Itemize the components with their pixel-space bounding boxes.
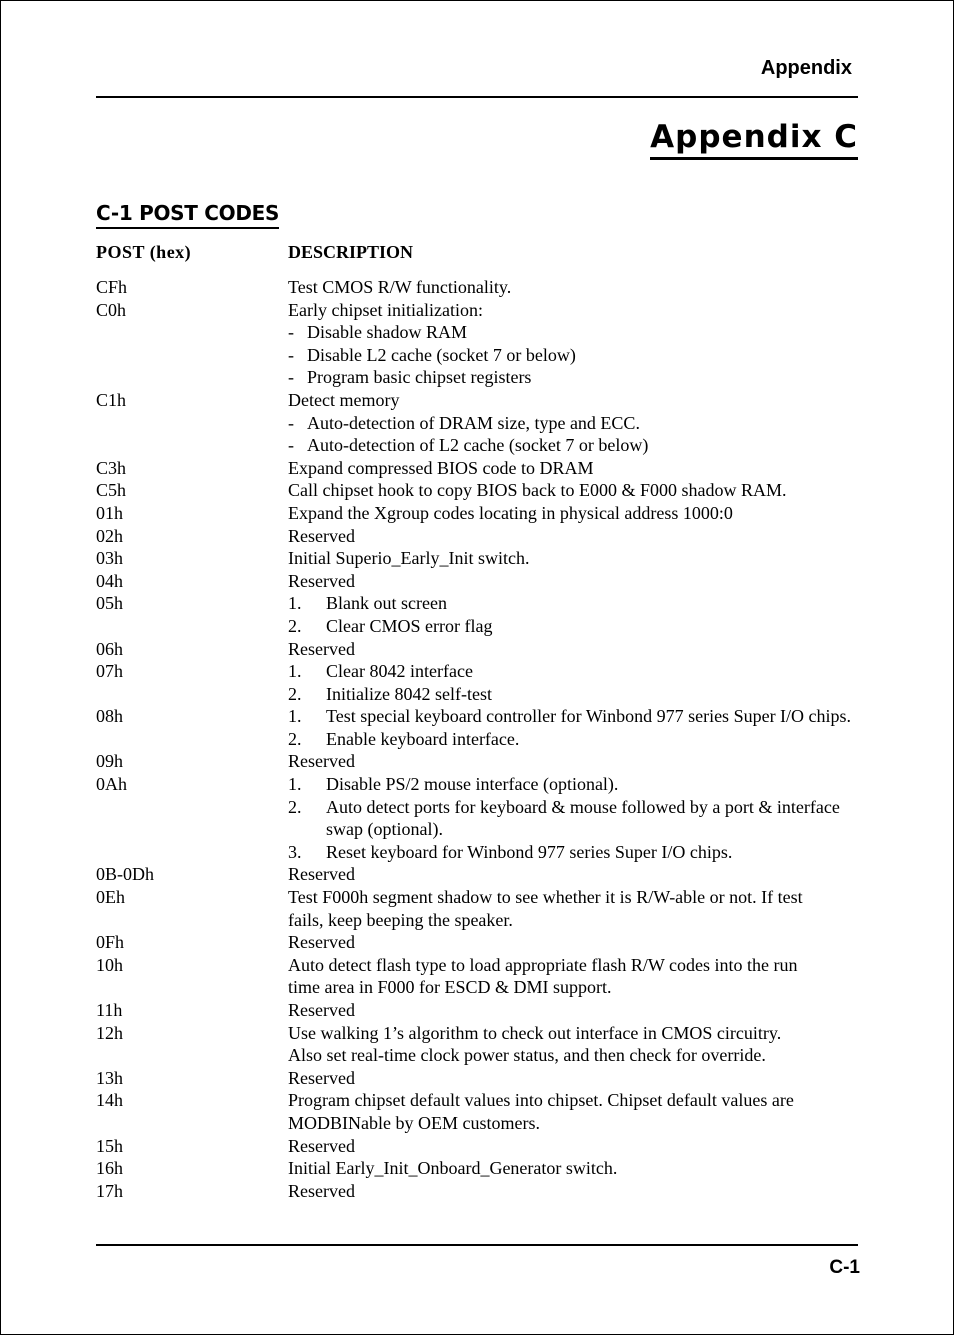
description-line: Initial Superio_Early_Init switch.	[288, 548, 530, 569]
table-row	[96, 1157, 858, 1180]
post-description	[288, 863, 858, 886]
post-code: 11h	[96, 1000, 123, 1020]
description-line: MODBINable by OEM customers.	[288, 1112, 540, 1133]
post-code: 0Eh	[96, 887, 125, 908]
description-line: Reserved	[288, 1180, 355, 1201]
section-title: C-1 POST CODES	[96, 199, 279, 229]
numbered-item	[288, 728, 858, 751]
table-row	[96, 705, 858, 750]
page-title: Appendix C	[650, 117, 858, 160]
post-description	[288, 705, 858, 750]
description-line: Reserved	[288, 864, 355, 885]
bullet-item	[288, 321, 858, 344]
description-line: Reserved	[288, 751, 355, 772]
description-line: Expand the Xgroup codes locating in physical address 1000:0	[288, 502, 733, 523]
post-code: 03h	[96, 548, 123, 569]
table-row	[96, 660, 858, 705]
post-description	[288, 1067, 858, 1090]
post-description	[288, 886, 858, 931]
description-line: Early chipset initialization:	[288, 299, 483, 320]
page-number: C-1	[829, 1257, 860, 1278]
post-code: 06h	[96, 638, 123, 659]
numbered-item	[288, 683, 858, 706]
footer-rule	[96, 1244, 858, 1246]
description-line: Detect memory	[288, 389, 400, 410]
table-row	[96, 502, 858, 525]
description-line: Auto detect flash type to load appropriate flash R/W codes into the run	[288, 954, 798, 975]
post-code: 17h	[96, 1180, 123, 1201]
post-code: 0Ah	[96, 774, 127, 795]
post-description	[288, 1157, 858, 1180]
description-line: fails, keep beeping the speaker.	[288, 909, 513, 930]
post-description	[288, 1022, 858, 1067]
description-line: Reserved	[288, 932, 355, 953]
numbered-item	[288, 796, 858, 841]
post-code: 0B-0Dh	[96, 864, 154, 885]
item-text: Enable keyboard interface.	[326, 728, 520, 749]
description-line: Reserved	[288, 1000, 355, 1020]
table-row	[96, 1089, 858, 1134]
post-description	[288, 1089, 858, 1134]
table-row	[96, 457, 858, 480]
post-code: C1h	[96, 389, 127, 410]
item-number: 1.	[288, 593, 302, 614]
bullet-text: Program basic chipset registers	[307, 367, 532, 388]
post-code: 09h	[96, 751, 123, 772]
post-description	[288, 502, 858, 525]
post-description	[288, 1180, 858, 1203]
table-row	[96, 1067, 858, 1090]
item-number: 2.	[288, 728, 302, 749]
item-text: Test special keyboard controller for Winbond 977 series Super I/O chips.	[326, 706, 852, 727]
post-description	[288, 457, 858, 480]
running-head: Appendix	[760, 57, 852, 79]
post-description	[288, 299, 858, 389]
table-row	[96, 863, 858, 886]
item-text: Reset keyboard for Winbond 977 series Super I/O chips.	[326, 841, 733, 862]
numbered-item	[288, 773, 858, 796]
table-row	[96, 592, 858, 637]
item-number: 1.	[288, 706, 302, 727]
post-code: 10h	[96, 954, 123, 975]
table-row	[96, 931, 858, 954]
post-code: C0h	[96, 299, 127, 320]
description-line: Initial Early_Init_Onboard_Generator switch.	[288, 1158, 618, 1179]
post-description	[288, 638, 858, 661]
table-row	[96, 750, 858, 773]
item-text: Blank out screen	[326, 593, 447, 614]
post-description	[288, 750, 858, 773]
bullet-item	[288, 344, 858, 367]
item-number: 2.	[288, 796, 302, 817]
numbered-item	[288, 615, 858, 638]
post-code: C5h	[96, 480, 127, 501]
post-code: 0Fh	[96, 932, 125, 953]
post-description	[288, 276, 858, 299]
post-description	[288, 592, 858, 637]
post-code: 14h	[96, 1090, 123, 1111]
dash-marker: -	[288, 367, 294, 388]
description-line: Reserved	[288, 1135, 355, 1156]
table-row	[96, 570, 858, 593]
post-code: 07h	[96, 661, 123, 682]
post-code: C3h	[96, 457, 127, 478]
header-rule	[96, 96, 858, 98]
bullet-text: Auto-detection of L2 cache (socket 7 or below)	[307, 435, 649, 456]
description-line: Reserved	[288, 525, 355, 546]
column-header-description: DESCRIPTION	[288, 242, 414, 262]
dash-marker: -	[288, 412, 294, 433]
table-row	[96, 547, 858, 570]
post-code: 02h	[96, 525, 123, 546]
post-description	[288, 931, 858, 954]
item-text: Clear 8042 interface	[326, 661, 473, 682]
description-line: Also set real-time clock power status, and then check for override.	[288, 1045, 766, 1066]
table-row	[96, 1022, 858, 1067]
bullet-item	[288, 412, 858, 435]
numbered-item	[288, 841, 858, 864]
description-line: Use walking 1’s algorithm to check out interface in CMOS circuitry.	[288, 1022, 782, 1043]
description-line: Expand compressed BIOS code to DRAM	[288, 457, 594, 478]
dash-marker: -	[288, 322, 294, 343]
description-line: Reserved	[288, 638, 355, 659]
table-row	[96, 886, 858, 931]
dash-marker: -	[288, 344, 294, 365]
post-description	[288, 389, 858, 457]
table-row	[96, 525, 858, 548]
item-text: Auto detect ports for keyboard & mouse followed by a port & interface swap (optional).	[326, 796, 840, 840]
table-row	[96, 299, 858, 389]
post-description	[288, 999, 858, 1022]
table-row	[96, 954, 858, 999]
post-code: 05h	[96, 593, 123, 614]
item-text: Disable PS/2 mouse interface (optional).	[326, 774, 619, 795]
bullet-text: Auto-detection of DRAM size, type and ECC.	[307, 412, 640, 433]
description-line: Program chipset default values into chipset. Chipset default values are	[288, 1090, 794, 1111]
description-line: Test F000h segment shadow to see whether it is R/W-able or not. If test	[288, 887, 803, 908]
post-description	[288, 773, 858, 863]
table-row	[96, 638, 858, 661]
post-description	[288, 570, 858, 593]
table-row	[96, 1135, 858, 1158]
item-number: 3.	[288, 841, 302, 862]
post-description	[288, 525, 858, 548]
post-code-table	[96, 276, 858, 1202]
item-text: Clear CMOS error flag	[326, 615, 493, 636]
post-code: 15h	[96, 1135, 123, 1156]
table-row	[96, 389, 858, 457]
column-header-code: POST (hex)	[96, 242, 192, 262]
numbered-item	[288, 592, 858, 615]
post-code: 01h	[96, 502, 123, 523]
bullet-item	[288, 366, 858, 389]
item-number: 2.	[288, 683, 302, 704]
post-code: 08h	[96, 706, 123, 727]
post-description	[288, 954, 858, 999]
table-row	[96, 479, 858, 502]
description-line: time area in F000 for ESCD & DMI support.	[288, 977, 612, 998]
table-row	[96, 773, 858, 863]
bullet-item	[288, 434, 858, 457]
description-line: Test CMOS R/W functionality.	[288, 277, 512, 297]
description-line: Reserved	[288, 570, 355, 591]
post-description	[288, 547, 858, 570]
dash-marker: -	[288, 435, 294, 456]
post-code: CFh	[96, 277, 128, 297]
table-row	[96, 999, 858, 1022]
table-row	[96, 276, 858, 299]
post-description	[288, 479, 858, 502]
bullet-text: Disable L2 cache (socket 7 or below)	[307, 344, 576, 365]
bullet-text: Disable shadow RAM	[307, 322, 467, 343]
post-description	[288, 1135, 858, 1158]
numbered-item	[288, 705, 858, 728]
description-line: Reserved	[288, 1067, 355, 1088]
table-row	[96, 1180, 858, 1203]
item-number: 1.	[288, 774, 302, 795]
post-description	[288, 660, 858, 705]
item-number: 2.	[288, 615, 302, 636]
post-code: 12h	[96, 1022, 123, 1043]
numbered-item	[288, 660, 858, 683]
post-code: 16h	[96, 1158, 123, 1179]
item-number: 1.	[288, 661, 302, 682]
description-line: Call chipset hook to copy BIOS back to E000 & F000 shadow RAM.	[288, 480, 787, 501]
post-code: 04h	[96, 570, 123, 591]
item-text: Initialize 8042 self-test	[326, 683, 492, 704]
post-code: 13h	[96, 1067, 123, 1088]
